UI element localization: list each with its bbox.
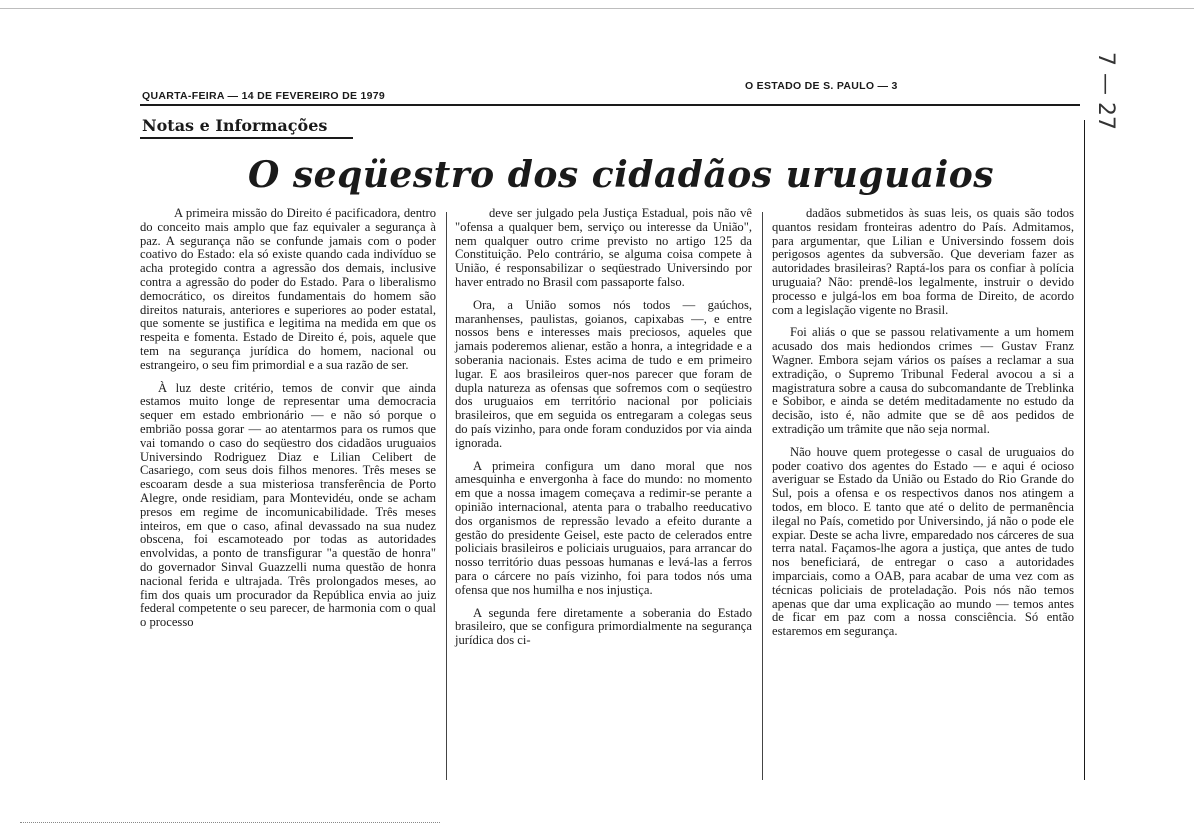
paragraph: dadãos submetidos às suas leis, os quais são todos quantos residam fronteiras adentro do País. Admitamos, para argumentar, que Lilian e Universindo fossem dois perigosos agentes da subversão. Que deveriam fazer as autoridades brasileiras? Raptá-los para os confiar à polícia uruguaia? Não: prendê-los legalmente, instruir o devido processo e julgá-los em boa forma de Direito, de acordo com a legislação vigente no Brasil. <box>772 206 1074 317</box>
paragraph: A primeira configura um dano moral que nos amesquinha e envergonha à face do mundo: no momento em que a nossa imagem começava a redimir-se perante a opinião internacional, atenta para o trabalho reeducativo dos organismos de repressão levado a efeito durante a gestão do presidente Geisel, este pacto de celerados entre policiais brasileiros e policiais uruguaios, para arrancar do nosso território duas pessoas humanas e levá-las a ferros para o cárcere no país vizinho, foi para todos nós uma ofensa que nos humilha e nos injustiça. <box>455 458 752 597</box>
paragraph: deve ser julgado pela Justiça Estadual, pois não vê "ofensa a qualquer bem, serviço ou interesse da União", nem qualquer outro crime previsto no artigo 125 da Constituição. Pelo contrário, se alguma coisa compete à União, é responsabilizar o seqüestrado Universindo por haver entrado no Brasil com passaporte falso. <box>455 206 752 289</box>
handwritten-note: 7 — 27 <box>1093 52 1118 130</box>
paragraph: A segunda fere diretamente a soberania do Estado brasileiro, que se configura primordialmente na segurança jurídica dos ci- <box>455 605 752 648</box>
scan-top-border <box>0 8 1194 9</box>
paragraph: À luz deste critério, temos de convir que ainda estamos muito longe de representar uma democracia sequer em estado embrionário — e não só porque o embrião possa gorar — ao atentarmos para os rumos que vai tomando o caso do seqüestro dos cidadãos uruguaios Universindo Rodriguez Diaz e Lilian Celibert de Casariego, com seus dois filhos menores. Três meses se escoaram desde a sua misteriosa transferência de Porto Alegre, onde residiam, para Montevidéu, onde se acham presos em regime de incomunicabilidade. Três meses inteiros, em que o caso, afinal devassado na sua nudez obscena, foi escamoteado por todas as autoridades envolvidas, a ponto de transfigurar "a questão de honra" do governador Sinval Guazzelli numa questão de honra nacional ferida e ultrajada. Três prolongados meses, ao fim dos quais um procurador da República envia ao juiz federal competente o seu parecer, de harmonia com o qual o processo <box>140 380 436 630</box>
paragraph: Ora, a União somos nós todos — gaúchos, maranhenses, paulistas, goianos, capixabas —, e entre nossos bens e interesses mais preciosos, aqueles que jamais poderemos alienar, estão a honra, a integridade e a soberania nacionais. Estes acima de tudo e em primeiro lugar. E aos brasileiros quer-nos parecer que foram de dupla natureza as ofensas que sofremos com o seqüestro dos uruguaios em território nacional por policiais brasileiros, que em seguida os entregaram a colegas seus do país vizinho, para onde foram conduzidos por via ainda ignorada. <box>455 297 752 450</box>
section-underline <box>140 137 353 139</box>
paragraph: Foi aliás o que se passou relativamente a um homem acusado dos mais hediondos crimes — Gustav Franz Wagner. Embora sejam vários os países a reclamar a sua extradição, o Supremo Tribunal Federal avocou a si a magistratura sobre a causa do subcomandante de Treblinka e Sobibor, e ainda se detém meditadamente no estudo da decisão, isto é, não admite que se dê aos pedidos de extradição um trâmite que não seja normal. <box>772 325 1074 436</box>
article-headline: O seqüestro dos cidadãos uruguaios <box>248 154 995 196</box>
paragraph: Não houve quem protegesse o casal de uruguaios do poder coativo dos agentes do Estado — e aqui é ocioso averiguar se Estado da União ou Estado do Rio Grande do Sul, pois a ofensa e os respectivos danos nos atingem a todos, em bloco. E tanto que até o delito de permanência ilegal no País, cometido por Universindo, já não o pode ele expiar. Deste se acha livre, emparedado nos cárceres de sua terra natal. Façamos-lhe agora a justiça, que antes de tudo nos beneficiará, de entregar o caso a autoridades imparciais, como a OAB, para acabar de uma vez com as técnicas policiais de proteladação. Pois nós não temos apenas que dar uma explicação ao mundo — temos antes de ficar em paz com a nossa consciência. Só então estaremos em segurança. <box>772 444 1074 639</box>
right-margin-rule <box>1084 120 1085 780</box>
article-column-2 <box>455 207 752 657</box>
column-divider <box>762 212 763 780</box>
section-title: Notas e Informações <box>142 116 328 135</box>
newspaper-name-page: O ESTADO DE S. PAULO — 3 <box>745 80 898 92</box>
date-line: QUARTA-FEIRA — 14 DE FEVEREIRO DE 1979 <box>142 90 386 102</box>
scan-bottom-noise <box>20 822 440 825</box>
header-rule <box>140 104 1080 106</box>
column-divider <box>446 212 447 780</box>
article-column-3 <box>772 207 1074 648</box>
paragraph: A primeira missão do Direito é pacificadora, dentro do conceito mais amplo que faz equivaler a segurança à paz. A segurança não se confunde jamais com o poder coativo do Estado: ela só existe quando cada indivíduo se acha protegido contra a agressão dos demais, inclusive contra a agressão do poder do Estado. Para o liberalismo democrático, os direitos fundamentais do homem são direitos naturais, anteriores e superiores ao poder estatal, que somente se justifica e legitima na medida em que os respeita e fomenta. Estado de Direito é, pois, aquele que tem na segurança jurídica do homem, nacional ou estrangeiro, o seu fim primordial e a sua razão de ser. <box>140 206 436 372</box>
article-column-1 <box>140 207 436 639</box>
